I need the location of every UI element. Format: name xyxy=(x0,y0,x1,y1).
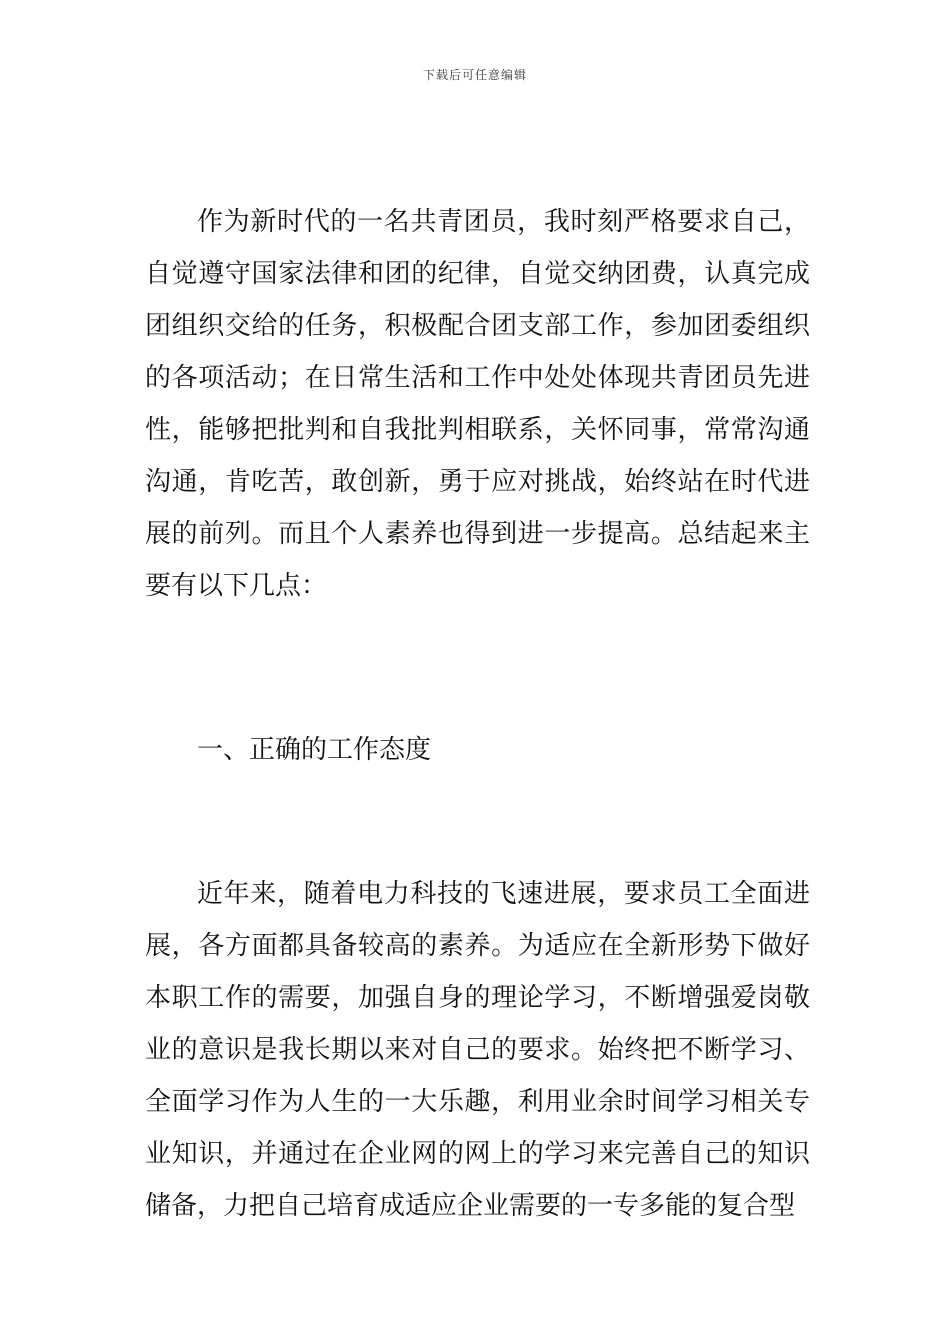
paragraph-intro: 作为新时代的一名共青团员，我时刻严格要求自己，自觉遵守国家法律和团的纪律，自觉交纳团费，认真完成团组织交给的任务，积极配合团支部工作，参加团委组织的各项活动；在日常生活和工作中处处体现共青团员先进性，能够把批判和自我批判相联系，关怀同事，常常沟通沟通，肯吃苦，敢创新，勇于应对挑战，始终站在时代进展的前列。而且个人素养也得到进一步提高。总结起来主要有以下几点： xyxy=(145,207,810,601)
paragraph-work-attitude: 近年来，随着电力科技的飞速进展，要求员工全面进展，各方面都具备较高的素养。为适应在全新形势下做好本职工作的需要，加强自身的理论学习，不断增强爱岗敬业的意识是我长期以来对自己的要求。始终把不断学习、全面学习作为人生的一大乐趣，利用业余时间学习相关专业知识，并通过在企业网的网上的学习来完善自己的知识储备，力把自己培育成适应企业需要的一专多能的复合型 xyxy=(145,879,810,1221)
section-heading: 一、正确的工作态度 xyxy=(197,735,432,765)
header-note: 下载后可任意编辑 xyxy=(422,68,527,82)
